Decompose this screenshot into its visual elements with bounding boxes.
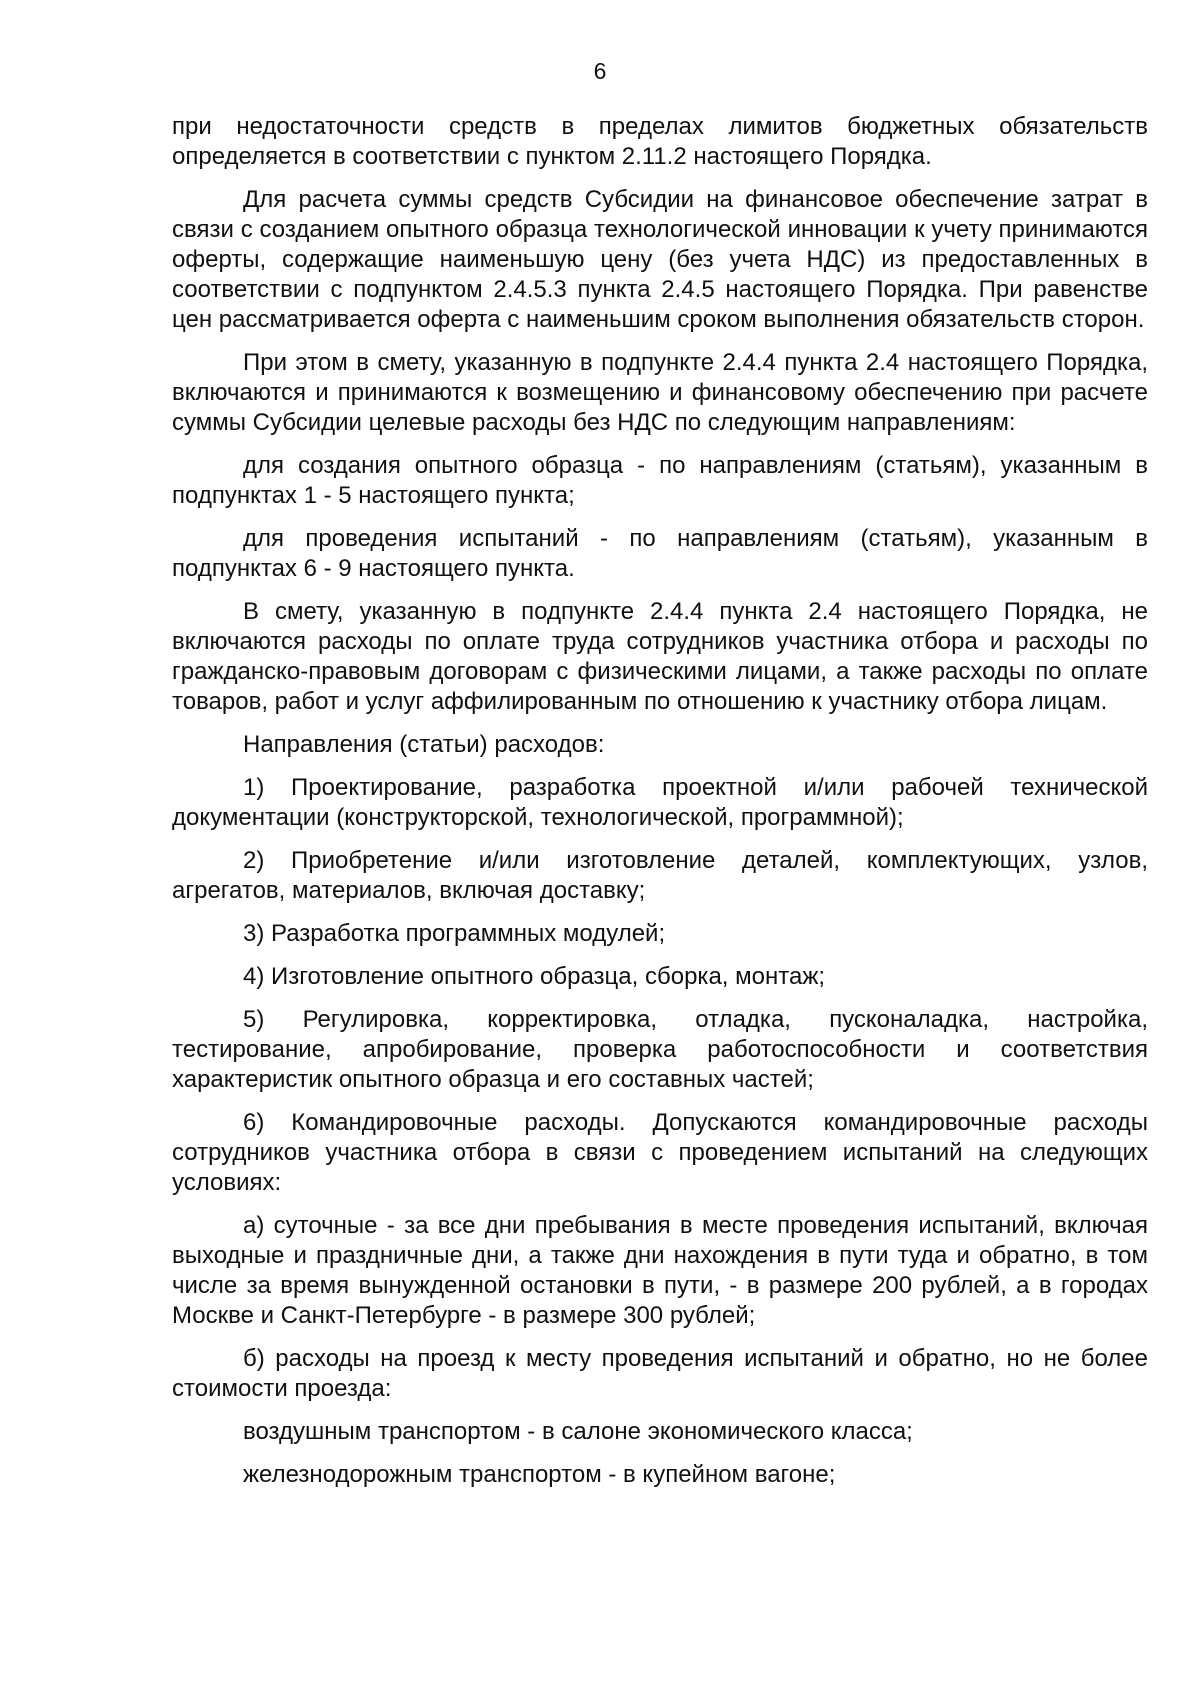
- list-item-4: 4) Изготовление опытного образца, сборка, монтаж;: [243, 963, 826, 990]
- paragraph-subsidy-calculation: Для расчета суммы средств Субсидии на финансовое обеспечение затрат в связи с созданием опытного образца технологической инновации к учету принимаются оферты, содержащие наименьшую цену (без учета НДС) из предоставленных в соответствии с подпунктом 2.4.5.3 пункта 2.4.5 настоящего Порядка. При равенстве цен рассматривается оферта с наименьшим сроком выполнения обязательств сторон.: [172, 186, 1148, 333]
- list-item-2: 2) Приобретение и/или изготовление деталей, комплектующих, узлов, агрегатов, материалов, включая доставку;: [172, 847, 1148, 904]
- paragraph-estimate-inclusion: При этом в смету, указанную в подпункте 2.4.4 пункта 2.4 настоящего Порядка, включаются и принимаются к возмещению и финансовому обеспечению при расчете суммы Субсидии целевые расходы без НДС по следующим направлениям:: [172, 349, 1148, 436]
- list-item-1: 1) Проектирование, разработка проектной и/или рабочей технической документации (конструкторской, технологической, программной);: [172, 774, 1148, 831]
- paragraph-continuation: при недостаточности средств в пределах лимитов бюджетных обязательств определяется в соответствии с пунктом 2.11.2 настоящего Порядка.: [172, 113, 1148, 170]
- paragraph-prototype-directions: для создания опытного образца - по направлениям (статьям), указанным в подпунктах 1 - 5 настоящего пункта;: [172, 452, 1148, 509]
- paragraph-testing-directions: для проведения испытаний - по направлениям (статьям), указанным в подпунктах 6 - 9 настоящего пункта.: [172, 525, 1148, 582]
- sub-item-a: а) суточные - за все дни пребывания в месте проведения испытаний, включая выходные и праздничные дни, а также дни нахождения в пути туда и обратно, в том числе за время вынужденной остановки в пути, - в размере 200 рублей, а в городах Москве и Санкт-Петербурге - в размере 300 рублей;: [172, 1212, 1148, 1329]
- sub-item-b: б) расходы на проезд к месту проведения испытаний и обратно, но не более стоимости проезда:: [172, 1345, 1148, 1402]
- list-item-6: 6) Командировочные расходы. Допускаются командировочные расходы сотрудников участника отбора в связи с проведением испытаний на следующих условиях:: [172, 1109, 1148, 1196]
- transport-rail: железнодорожным транспортом - в купейном вагоне;: [243, 1461, 836, 1488]
- transport-air: воздушным транспортом - в салоне экономического класса;: [243, 1418, 913, 1445]
- document-body: [172, 112, 1148, 1503]
- paragraph-expense-directions-heading: Направления (статьи) расходов:: [243, 731, 605, 758]
- page-number: 6: [593, 58, 607, 84]
- list-item-5: 5) Регулировка, корректировка, отладка, пусконаладка, настройка, тестирование, апробирование, проверка работоспособности и соответствия характеристик опытного образца и его составных частей;: [172, 1006, 1148, 1093]
- paragraph-estimate-exclusion: В смету, указанную в подпункте 2.4.4 пункта 2.4 настоящего Порядка, не включаются расходы по оплате труда сотрудников участника отбора и расходы по гражданско-правовым договорам с физическими лицами, а также расходы по оплате товаров, работ и услуг аффилированным по отношению к участнику отбора лицам.: [172, 598, 1148, 715]
- list-item-3: 3) Разработка программных модулей;: [243, 920, 666, 947]
